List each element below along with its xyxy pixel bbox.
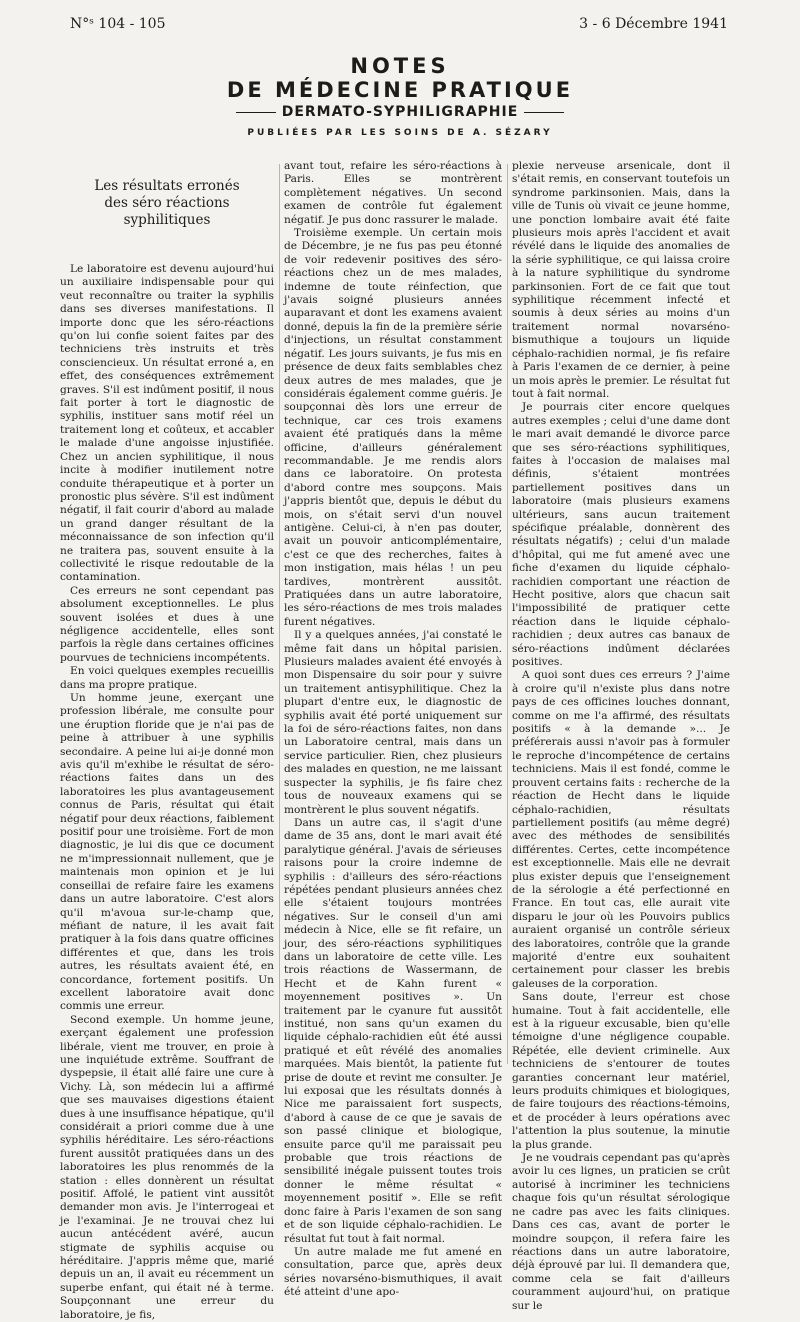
dash-right: [524, 112, 564, 113]
column-3: [512, 160, 730, 1312]
column-divider-2: [507, 164, 508, 1064]
paragraph: Troisième exemple. Un certain mois de Décembre, je ne fus pas peu étonné de voir redevenir positives des séro-réactions chez un de mes malades, indemne de toute réinfection, que j'avais soigné plusieurs années auparavant et dont les examens avaient donné, depuis la fin de la première série d'injections, un résultat constamment négatif. Les jours suivants, je fus mis en présence de deux faits semblables chez deux autres de mes malades, que je considérais également comme guéris. Je soupçonnai dès lors une erreur de technique, car ces trois examens avaient été pratiqués dans la même officine, d'ailleurs généralement recommandable. Je me rendis alors dans ce laboratoire. On protesta d'abord contre mes soupçons. Mais j'appris bientôt que, depuis le début du mois, on s'était servi d'un nouvel antigène. Celui-ci, à n'en pas douter, avait un pouvoir anticomplémentaire, c'est ce que des recherches, faites à mon instigation, mais hélas ! un peu tardives, montrèrent aussitôt. Pratiquées dans un autre laboratoire, les séro-réactions de mes trois malades furent négatives.: [284, 227, 502, 628]
masthead-section: [0, 104, 800, 120]
column-divider-1: [279, 164, 280, 1064]
paragraph: Ces erreurs ne sont cependant pas absolument exceptionnelles. Le plus souvent isolées et dues à une négligence accidentelle, elles sont parfois la règle dans certaines officines pourvues de techniciens incompétents.: [60, 584, 274, 664]
article-title: [60, 178, 274, 229]
column-2: [284, 160, 502, 1299]
article-title-line-1: Les résultats erronés: [94, 178, 240, 194]
issue-number: N°ˢ 104 - 105: [70, 16, 166, 32]
masthead-title: NOTES: [350, 54, 450, 78]
paragraph: avant tout, refaire les séro-réactions à Paris. Elles se montrèrent complètement négatives. Un second examen de contrôle fut également négatif. Je pus donc rassurer le malade.: [284, 160, 502, 226]
article-title-line-2: des séro réactions syphilitiques: [104, 195, 230, 228]
masthead-credit: PUBLIÉES PAR LES SOINS DE A. SÉZARY: [247, 128, 553, 138]
column-1: [60, 160, 274, 1321]
paragraph: Un autre malade me fut amené en consultation, parce que, après deux séries novarséno-bismuthiques, il avait été atteint d'une apo-: [284, 1245, 502, 1299]
paragraph: Dans un autre cas, il s'agit d'une dame de 35 ans, dont le mari avait été paralytique général. J'avais de sérieuses raisons pour la croire indemne de syphilis : d'ailleurs des séro-réactions répétées pendant plusieurs années chez elle s'étaient toujours montrées négatives. Sur le conseil d'un ami médecin à Nice, elle se fit refaire, un jour, des séro-réactions syphilitiques dans un laboratoire de cette ville. Les trois réactions de Wassermann, de Hecht et de Kahn furent « moyennement positives ». Un traitement par le cyanure fut aussitôt institué, non sans qu'un examen du liquide céphalo-rachidien eût été aussi pratiqué et eût révélé des anomalies marquées. Mais bientôt, la patiente fut prise de doute et revint me consulter. Je lui exposai que les résultats donnés à Nice me paraissaient fort suspects, d'abord à cause de ce que je savais de son passé clinique et biologique, ensuite parce qu'il me paraissait peu probable que trois réactions de sensibilité inégale puissent toutes trois donner le même résultat « moyennement positif ». Elle se refit donc faire à Paris l'examen de son sang et de son liquide céphalo-rachidien. Le résultat fut tout à fait normal.: [284, 816, 502, 1245]
paragraph: Un homme jeune, exerçant une profession libérale, me consulte pour une éruption floride que je n'ai pas de peine à attribuer à une syphilis secondaire. A peine lui ai-je donné mon avis qu'il m'exhibe le résultat de séro-réactions faites dans un des laboratoires les plus avantageusement connus de Paris, résultat qui était négatif pour deux réactions, faiblement positif pour une troisième. Fort de mon diagnostic, je lui dis que ce document ne m'impressionnait nullement, que je maintenais mon opinion et je lui conseillai de refaire faire les examens dans un autre laboratoire. C'est alors qu'il m'avoua sur-le-champ que, méfiant de nature, il les avait fait pratiquer à la fois dans quatre officines différentes et que, dans les trois autres, les résultats avaient été, en concordance, fortement positifs. Un excellent laboratoire avait donc commis une erreur.: [60, 692, 274, 1013]
paragraph: Je ne voudrais cependant pas qu'après avoir lu ces lignes, un praticien se crût autorisé à incriminer les techniciens chaque fois qu'un résultat sérologique ne cadre pas avec les faits cliniques. Dans ces cas, avant de porter le moindre soupçon, il refera faire les réactions dans un autre laboratoire, déjà éprouvé par lui. Il demandera que, comme cela se fait d'ailleurs couramment aujourd'hui, on pratique sur le: [512, 1152, 730, 1312]
paragraph: En voici quelques exemples recueillis dans ma propre pratique.: [60, 665, 274, 691]
section-label: DERMATO-SYPHILIGRAPHIE: [281, 104, 519, 120]
paragraph: Sans doute, l'erreur est chose humaine. Tout à fait accidentelle, elle est à la rigueur excusable, bien qu'elle témoigne d'une négligence coupable. Répétée, elle devient criminelle. Aux techniciens de s'entourer de toutes garanties concernant leur matériel, leurs produits chimiques et biologiques, de faire toujours des réactions-témoins, et de procéder à leurs opérations avec l'attention la plus soutenue, la minutie la plus grande.: [512, 991, 730, 1151]
issue-date: 3 - 6 Décembre 1941: [579, 16, 728, 32]
paragraph: Le laboratoire est devenu aujourd'hui un auxiliaire indispensable pour qui veut reconnaître ou traiter la syphilis dans ses diverses manifestations. Il importe donc que les séro-réactions qu'on lui confie soient faites par des techniciens très instruits et très consciencieux. Un résultat erroné a, en effet, des conséquences extrêmement graves. S'il est indûment positif, il nous fait porter à tort le diagnostic de syphilis, instituer sans motif réel un traitement long et coûteux, et accabler le malade d'une angoisse injustifiée. Chez un ancien syphilitique, il nous incite à modifier inutilement notre conduite thérapeutique et à porter un pronostic plus sévère. S'il est indûment négatif, il fait courir d'abord au malade un grand danger résultant de la méconnaissance de son infection qu'il ne traitera pas, souvent ensuite à la collectivité le risque redoutable de la contamination.: [60, 263, 274, 584]
paragraph: Je pourrais citer encore quelques autres exemples ; celui d'une dame dont le mari avait demandé le divorce parce que ses séro-réactions syphilitiques, faites à l'occasion de malaises mal définis, s'étaient montrées partiellement positives dans un laboratoire (mais plusieurs examens ultérieurs, sans aucun traitement spécifique préalable, donnèrent des résultats négatifs) ; celui d'un malade d'hôpital, qui me fut amené avec une fiche d'examen du liquide céphalo-rachidien comportant une réaction de Hecht positive, alors que chacun sait l'impossibilité de pratiquer cette réaction dans le liquide céphalo-rachidien ; deux autres cas banaux de séro-réactions indûment déclarées positives.: [512, 401, 730, 669]
paragraph: plexie nerveuse arsenicale, dont il s'était remis, en conservant toutefois un syndrome parkinsonien. Mais, dans la ville de Tunis où vivait ce jeune homme, une ponction lombaire avait été faite plusieurs mois après l'accident et avait révélé dans le liquide des anomalies de la série syphilitique, ce qui laissa croire à la nature syphilitique du syndrome parkinsonien. Fort de ce fait que tout syphilitique récemment infecté et soumis à deux séries au moins d'un traitement normal novarséno-bismuthique a toujours un liquide céphalo-rachidien normal, je fis refaire à Paris l'examen de ce dernier, à peine un mois après le premier. Le résultat fut tout à fait normal.: [512, 160, 730, 400]
paragraph: Il y a quelques années, j'ai constaté le même fait dans un hôpital parisien. Plusieurs malades avaient été envoyés à mon Dispensaire du soir pour y suivre un traitement antisyphilitique. Chez la plupart d'entre eux, le diagnostic de syphilis avait été porté uniquement sur la foi de séro-réactions faites, non dans un Laboratoire central, mais dans un service particulier. Rien, chez plusieurs des malades en question, ne me laissant suspecter la syphilis, je fis faire chez tous de nouveaux examens qui se montrèrent le plus souvent négatifs.: [284, 629, 502, 816]
masthead-subtitle: DE MÉDECINE PRATIQUE: [226, 78, 574, 102]
paragraph: A quoi sont dues ces erreurs ? J'aime à croire qu'il n'existe plus dans notre pays de ces officines louches donnant, comme on me l'a affirmé, des résultats positifs « à la demande »... Je préférerais aussi n'avoir pas à formuler le reproche d'incompétence de certains techniciens. Mais il est fondé, comme le prouvent certains faits : recherche de la réaction de Hecht dans le liquide céphalo-rachidien, résultats partiellement positifs (au même degré) avec des méthodes de sensibilités différentes. Certes, cette incompétence est exceptionnelle. Mais elle ne devrait plus exister depuis que l'enseignement de la sérologie a été perfectionné en France. En tout cas, elle aurait vite disparu le jour où les Pouvoirs publics auraient organisé un contrôle sérieux des laboratoires, contrôle que la grande majorité d'entre eux souhaitent certainement pour classer les brebis galeuses de la corporation.: [512, 669, 730, 990]
paragraph: Second exemple. Un homme jeune, exerçant également une profession libérale, vient me trouver, en proie à une inquiétude extrême. Souffrant de dyspepsie, il était allé faire une cure à Vichy. Là, son médecin lui a affirmé que ses mauvaises digestions étaient dues à une insuffisance hépatique, qu'il considérait a priori comme due à une syphilis héréditaire. Les séro-réactions furent aussitôt pratiquées dans un des laboratoires les plus renommés de la station : elles donnèrent un résultat positif. Affolé, le patient vint aussitôt demander mon avis. Je l'interrogeai et je l'examinai. Je ne trouvai chez lui aucun antécédent avéré, aucun stigmate de syphilis acquise ou héréditaire. J'appris même que, marié depuis un an, il avait eu récemment un superbe enfant, qui était né à terme. Soupçonnant une erreur du laboratoire, je fis,: [60, 1013, 274, 1321]
dash-left: [236, 112, 276, 113]
